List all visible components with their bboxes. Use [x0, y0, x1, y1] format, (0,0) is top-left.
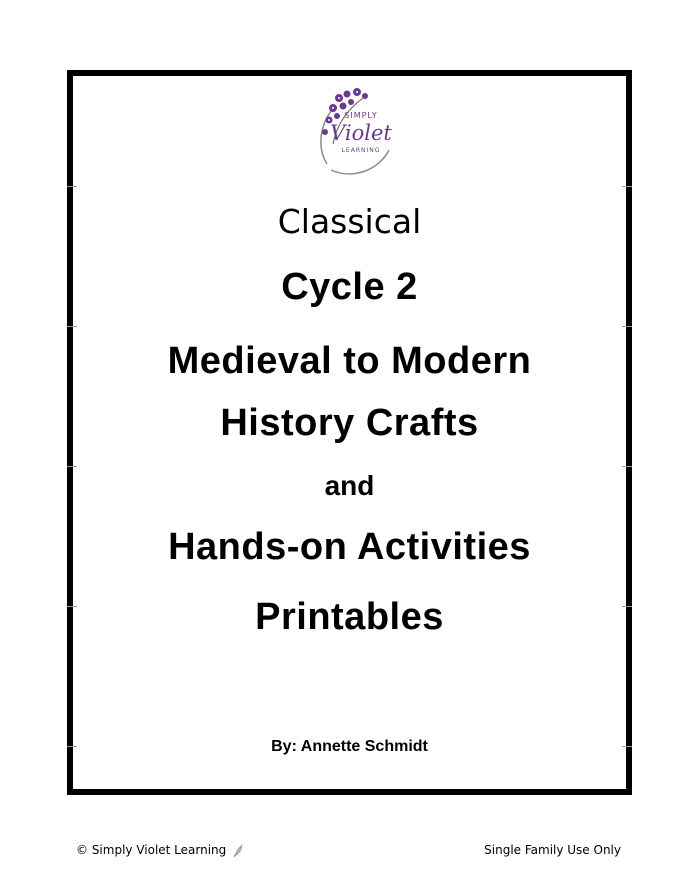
feather-icon — [232, 844, 244, 858]
footer-copyright-text: © Simply Violet Learning — [76, 843, 227, 857]
simply-violet-logo — [313, 84, 397, 176]
title-cycle: Cycle 2 — [281, 266, 418, 308]
edge-mark — [622, 326, 632, 327]
logo-text-simply: SIMPLY — [344, 111, 378, 120]
edge-mark — [67, 186, 77, 187]
author-line: By: Annette Schmidt — [271, 738, 428, 755]
edge-mark — [67, 466, 77, 467]
subtitle-classical: Classical — [277, 202, 422, 241]
title-medieval: Medieval to Modern — [167, 340, 532, 382]
edge-mark — [622, 186, 632, 187]
footer-usage: Single Family Use Only — [484, 843, 621, 857]
title-and: and — [324, 470, 375, 501]
logo-text-violet: Violet — [330, 121, 392, 145]
title-history: History Crafts — [220, 402, 479, 444]
title-hands-on: Hands-on Activities — [168, 526, 531, 568]
edge-mark — [622, 466, 632, 467]
title-printables: Printables — [255, 596, 444, 638]
logo-text-learning: LEARNING — [341, 147, 381, 154]
edge-mark — [67, 326, 77, 327]
footer-copyright — [76, 843, 244, 858]
cover-frame — [67, 70, 632, 795]
